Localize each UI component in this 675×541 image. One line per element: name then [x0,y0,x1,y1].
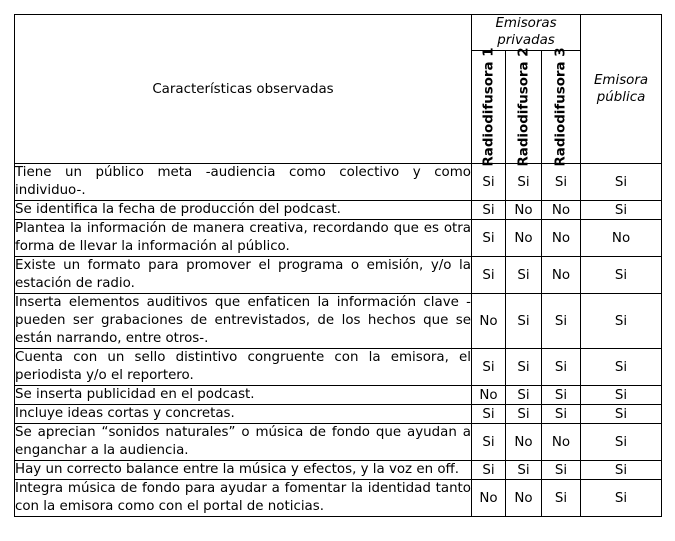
station-1-value: No [472,386,506,405]
public-station-value: Si [581,461,662,480]
table-row [15,386,662,405]
station-3-value: Si [542,164,581,201]
station-1-value: Si [472,424,506,461]
station-3-value: Si [542,480,581,517]
table-row [15,461,662,480]
public-station-value: Si [581,424,662,461]
public-station-header [581,15,662,164]
characteristic-text: Plantea la información de manera creativa, recordando que es otra forma de llevar la información al público. [15,220,472,257]
station-3-value: Si [542,349,581,386]
station3-header [542,47,581,167]
characteristic-text: Cuenta con un sello distintivo congruente con la emisora, el periodista y/o el reportero. [15,349,472,386]
characteristic-text: Integra música de fondo para ayudar a fomentar la identidad tanto con la emisora como con el portal de noticias. [15,480,472,517]
table-row [15,294,662,349]
station-2-value: Si [506,461,542,480]
station-3-value: No [542,424,581,461]
station-2-value: Si [506,405,542,424]
characteristic-text: Existe un formato para promover el programa o emisión, y/o la estación de radio. [15,257,472,294]
table-row [15,480,662,517]
station-1-value: No [472,480,506,517]
station-3-value: Si [542,294,581,349]
table-row [15,257,662,294]
station-1-value: No [472,294,506,349]
public-header-line2: pública [596,90,646,105]
station3-label: Radiodifusora 3 [553,47,569,167]
station-2-value: No [506,220,542,257]
station2-label: Radiodifusora 2 [516,47,531,167]
station-3-value: Si [542,405,581,424]
station-3-value: No [542,220,581,257]
public-station-value: Si [581,257,662,294]
station1-header [472,47,506,167]
station-2-value: No [506,480,542,517]
station-3-value: No [542,201,581,220]
table-row [15,220,662,257]
station-2-value: Si [506,349,542,386]
station-2-value: Si [506,386,542,405]
station2-header [506,47,542,167]
characteristic-text: Hay un correcto balance entre la música y efectos, y la voz en off. [15,461,472,480]
private-header-line1: Emisoras [495,16,557,31]
public-station-value: Si [581,349,662,386]
public-station-value: Si [581,201,662,220]
station-3-value: Si [542,461,581,480]
private-stations-header [472,15,581,51]
station-3-value: Si [542,386,581,405]
station-2-value: Si [506,257,542,294]
table-row [15,405,662,424]
station-2-value: No [506,424,542,461]
public-station-value: Si [581,294,662,349]
station-1-value: Si [472,164,506,201]
table-row [15,201,662,220]
characteristic-text: Se inserta publicidad en el podcast. [15,386,472,405]
station-1-value: Si [472,257,506,294]
station-2-value: Si [506,294,542,349]
private-header-line2: privadas [497,33,555,48]
table-body [15,164,662,517]
characteristic-text: Incluye ideas cortas y concretas. [15,405,472,424]
characteristic-text: Se identifica la fecha de producción del podcast. [15,201,472,220]
table-row [15,164,662,201]
station-1-value: Si [472,349,506,386]
public-station-value: No [581,220,662,257]
characteristic-text: Se aprecian “sonidos naturales” o música de fondo que ayudan a enganchar a la audiencia. [15,424,472,461]
characteristics-table [14,14,662,517]
station-2-value: Si [506,164,542,201]
public-station-value: Si [581,480,662,517]
public-station-value: Si [581,405,662,424]
table-row [15,424,662,461]
public-header-line1: Emisora [593,73,649,88]
station-1-value: Si [472,461,506,480]
header-row-1 [15,15,662,51]
station1-label: Radiodifusora 1 [481,47,496,167]
public-station-value: Si [581,386,662,405]
table-row [15,349,662,386]
station-3-value: No [542,257,581,294]
characteristic-text: Tiene un público meta -audiencia como colectivo y como individuo-. [15,164,472,201]
station-2-value: No [506,201,542,220]
public-station-value: Si [581,164,662,201]
station-1-value: Si [472,405,506,424]
characteristic-text: Inserta elementos auditivos que enfaticen la información clave -pueden ser grabaciones de entrevistados, de los hechos que se están narrando, entre otros-. [15,294,472,349]
station-1-value: Si [472,220,506,257]
characteristics-header: Características observadas [15,15,472,164]
station-1-value: Si [472,201,506,220]
